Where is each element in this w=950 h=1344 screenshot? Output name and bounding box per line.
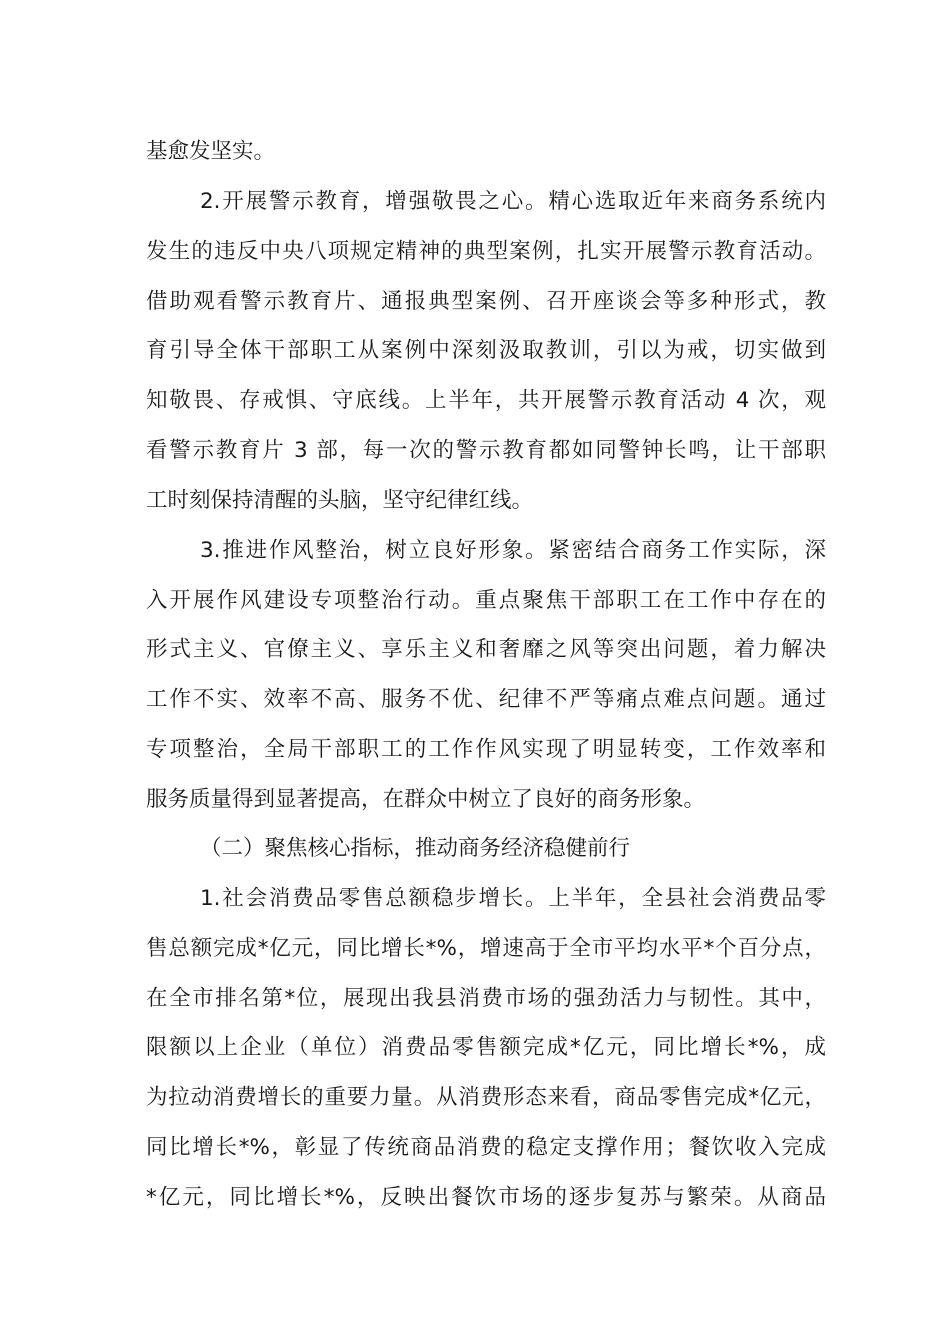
text-line: 知敬畏、存戒惧、守底线。上半年，共开展警示教育活动 4 次，观 (146, 388, 826, 413)
text-line: 借助观看警示教育片、通报典型案例、召开座谈会等多种形式，教 (146, 289, 826, 314)
paragraph-heading-line: 3.推进作风整治，树立良好形象。紧密结合商务工作实际，深 (200, 538, 826, 563)
text-line: 入开展作风建设专项整治行动。重点聚焦干部职工在工作中存在的 (146, 588, 826, 613)
text-line: 育引导全体干部职工从案例中深刻汲取教训，引以为戒，切实做到 (146, 338, 826, 363)
text-line: 形式主义、官僚主义、享乐主义和奢靡之风等突出问题，着力解决 (146, 637, 826, 662)
text-line: 发生的违反中央八项规定精神的典型案例，扎实开展警示教育活动。 (146, 239, 826, 264)
text-line: 工作不实、效率不高、服务不优、纪律不严等痛点难点问题。通过 (146, 687, 826, 712)
text-line: 基愈发坚实。 (146, 139, 276, 164)
text-line: 看警示教育片 3 部，每一次的警示教育都如同警钟长鸣，让干部职 (146, 438, 826, 463)
text-line: 在全市排名第*位，展现出我县消费市场的强劲活力与韧性。其中， (146, 986, 826, 1011)
text-line: 专项整治，全局干部职工的工作作风实现了明显转变，工作效率和 (146, 737, 826, 762)
paragraph-heading-line: 1.社会消费品零售总额稳步增长。上半年，全县社会消费品零 (200, 886, 826, 911)
text-line: *亿元，同比增长*%，反映出餐饮市场的逐步复苏与繁荣。从商品 (146, 1185, 826, 1210)
text-line: 服务质量得到显著提高，在群众中树立了良好的商务形象。 (146, 787, 706, 812)
text-line: 售总额完成*亿元，同比增长*%，增速高于全市平均水平*个百分点， (146, 936, 826, 961)
text-line: 为拉动消费增长的重要力量。从消费形态来看，商品零售完成*亿元， (146, 1085, 826, 1110)
text-line: 限额以上企业（单位）消费品零售额完成*亿元，同比增长*%，成 (146, 1035, 826, 1060)
section-heading: （二）聚焦核心指标，推动商务经济稳健前行 (200, 836, 631, 861)
paragraph-heading-line: 2.开展警示教育，增强敬畏之心。精心选取近年来商务系统内 (200, 189, 826, 214)
text-line: 工时刻保持清醒的头脑，坚守纪律红线。 (146, 488, 534, 513)
text-line: 同比增长*%，彰显了传统商品消费的稳定支撑作用；餐饮收入完成 (146, 1135, 826, 1160)
